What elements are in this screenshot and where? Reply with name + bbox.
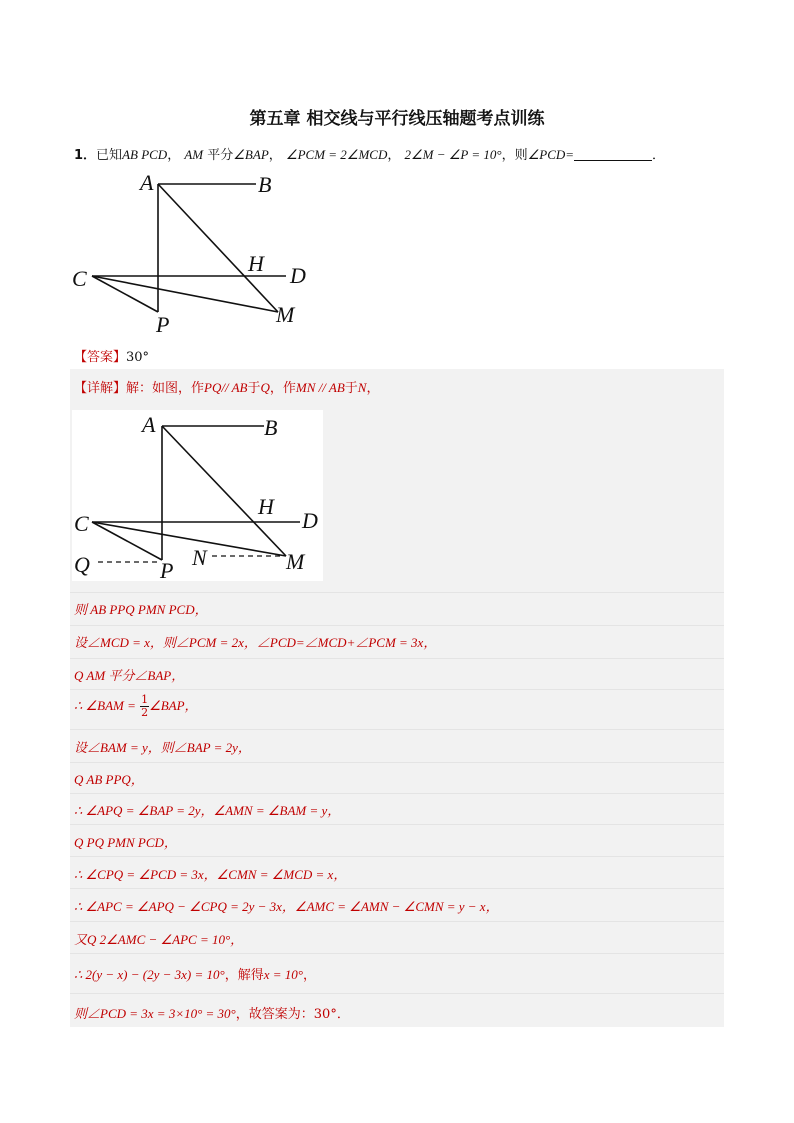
condition-parallel: AB PCD — [122, 147, 168, 162]
step-text: 设∠MCD = x，则∠PCM = 2x，∠PCD=∠MCD+∠PCM = 3x， — [74, 635, 437, 650]
divider — [70, 793, 724, 794]
detail-label: 【详解】 — [74, 381, 127, 396]
label-p: P — [160, 558, 174, 581]
step-math: x = 10° — [263, 967, 303, 982]
detail-intro — [74, 377, 379, 396]
detail-text: ，作 — [269, 381, 296, 396]
step-text: ， — [302, 968, 316, 983]
step-9 — [74, 864, 346, 883]
step-12 — [74, 964, 316, 983]
question-number: 1． — [74, 148, 97, 163]
label-d: D — [290, 263, 306, 288]
step-11 — [74, 929, 243, 948]
question-text: ，则 — [501, 148, 528, 163]
step-text: ∴ ∠APC = ∠APQ − ∠CPQ = 2y − 3x，∠AMC = ∠AMN − ∠CMN = y − x， — [74, 899, 499, 914]
label-a: A — [142, 412, 156, 437]
step-text: Q AM 平分∠BAP， — [74, 668, 185, 683]
step-text: ∠BAP， — [149, 698, 198, 713]
condition-bisector-line: AM — [184, 147, 204, 162]
detail-math: MN // AB — [295, 380, 345, 395]
step-text: ∴ ∠CPQ = ∠PCD = 3x，∠CMN = ∠MCD = x， — [74, 867, 347, 882]
step-10 — [74, 896, 499, 915]
detail-math: PQ// AB — [204, 380, 248, 395]
label-b: B — [258, 172, 272, 197]
label-q: Q — [74, 552, 90, 577]
divider — [70, 888, 724, 889]
label-b: B — [264, 415, 278, 440]
comma: ， — [167, 148, 181, 163]
period: ． — [652, 148, 666, 163]
label-p: P — [156, 312, 170, 337]
answer-blank — [574, 148, 652, 161]
step-text: ，故答案为： — [235, 1007, 314, 1022]
answer-line — [74, 346, 149, 365]
step-text: 则 AB PPQ PMN PCD， — [74, 602, 208, 617]
step-3 — [74, 665, 184, 684]
figure-1 — [70, 168, 330, 340]
divider — [70, 824, 724, 825]
question-text: 平分 — [203, 148, 234, 163]
step-2 — [74, 632, 436, 651]
step-text: ∴ ∠APQ = ∠BAP = 2y，∠AMN = ∠BAM = y， — [74, 803, 341, 818]
detail-text: 于 — [344, 381, 358, 396]
label-m: M — [286, 549, 305, 574]
step-1 — [74, 599, 208, 618]
answer-value: 30° — [126, 350, 150, 365]
divider — [70, 856, 724, 857]
step-text: ． — [336, 1007, 350, 1022]
step-math: 则∠PCD = 3x = 3×10° = 30° — [74, 1006, 236, 1021]
step-5 — [74, 737, 251, 756]
line-am — [162, 426, 286, 556]
step-8 — [74, 832, 177, 851]
step-math: 30° — [313, 1007, 337, 1022]
label-d: D — [302, 508, 318, 533]
label-h: H — [258, 494, 274, 519]
divider — [70, 592, 724, 593]
divider — [70, 953, 724, 954]
label-a: A — [140, 170, 154, 195]
divider — [70, 762, 724, 763]
step-13 — [74, 1003, 350, 1022]
step-text: ∴ ∠BAM = — [74, 698, 136, 713]
page-title: 第五章 相交线与平行线压轴题考点训练 — [249, 109, 545, 129]
label-n: N — [192, 545, 207, 570]
fraction-one-half — [140, 694, 149, 719]
figure-2 — [72, 410, 323, 581]
condition-angle-relation: ∠PCM = 2∠MCD — [285, 147, 388, 162]
label-c: C — [74, 511, 89, 536]
detail-math: N — [357, 380, 367, 395]
detail-text: 解：如图，作 — [126, 381, 205, 396]
divider — [70, 689, 724, 690]
condition-angle-difference: 2∠M − ∠P = 10° — [404, 147, 502, 162]
step-7 — [74, 800, 340, 819]
line-cm — [92, 522, 286, 556]
detail-text: ， — [366, 381, 380, 396]
step-math: ∴ 2(y − x) − (2y − 3x) = 10° — [74, 967, 225, 982]
step-4 — [74, 694, 198, 719]
label-m: M — [276, 302, 295, 327]
comma: ， — [268, 148, 282, 163]
divider — [70, 625, 724, 626]
condition-angle: ∠BAP — [233, 147, 269, 162]
comma: ， — [387, 148, 401, 163]
step-text: Q AB PPQ， — [74, 772, 144, 787]
detail-text: 于 — [247, 381, 261, 396]
detail-math: Q — [260, 380, 270, 395]
step-text: 设∠BAM = y，则∠BAP = 2y， — [74, 740, 251, 755]
line-cp — [92, 276, 158, 312]
divider — [70, 993, 724, 994]
step-6 — [74, 769, 144, 788]
label-c: C — [72, 266, 87, 291]
question-1 — [74, 144, 665, 163]
fraction-numerator: 1 — [141, 693, 149, 706]
divider — [70, 658, 724, 659]
fraction-denominator: 2 — [141, 706, 149, 719]
step-text: Q PQ PMN PCD， — [74, 835, 177, 850]
divider — [70, 921, 724, 922]
answer-label: 【答案】 — [74, 350, 127, 365]
step-text: ，解得 — [224, 968, 264, 983]
question-target: ∠PCD= — [527, 147, 575, 162]
question-text: 已知 — [96, 148, 123, 163]
divider — [70, 729, 724, 730]
label-h: H — [248, 251, 264, 276]
step-text: 又Q 2∠AMC − ∠APC = 10°， — [74, 932, 244, 947]
